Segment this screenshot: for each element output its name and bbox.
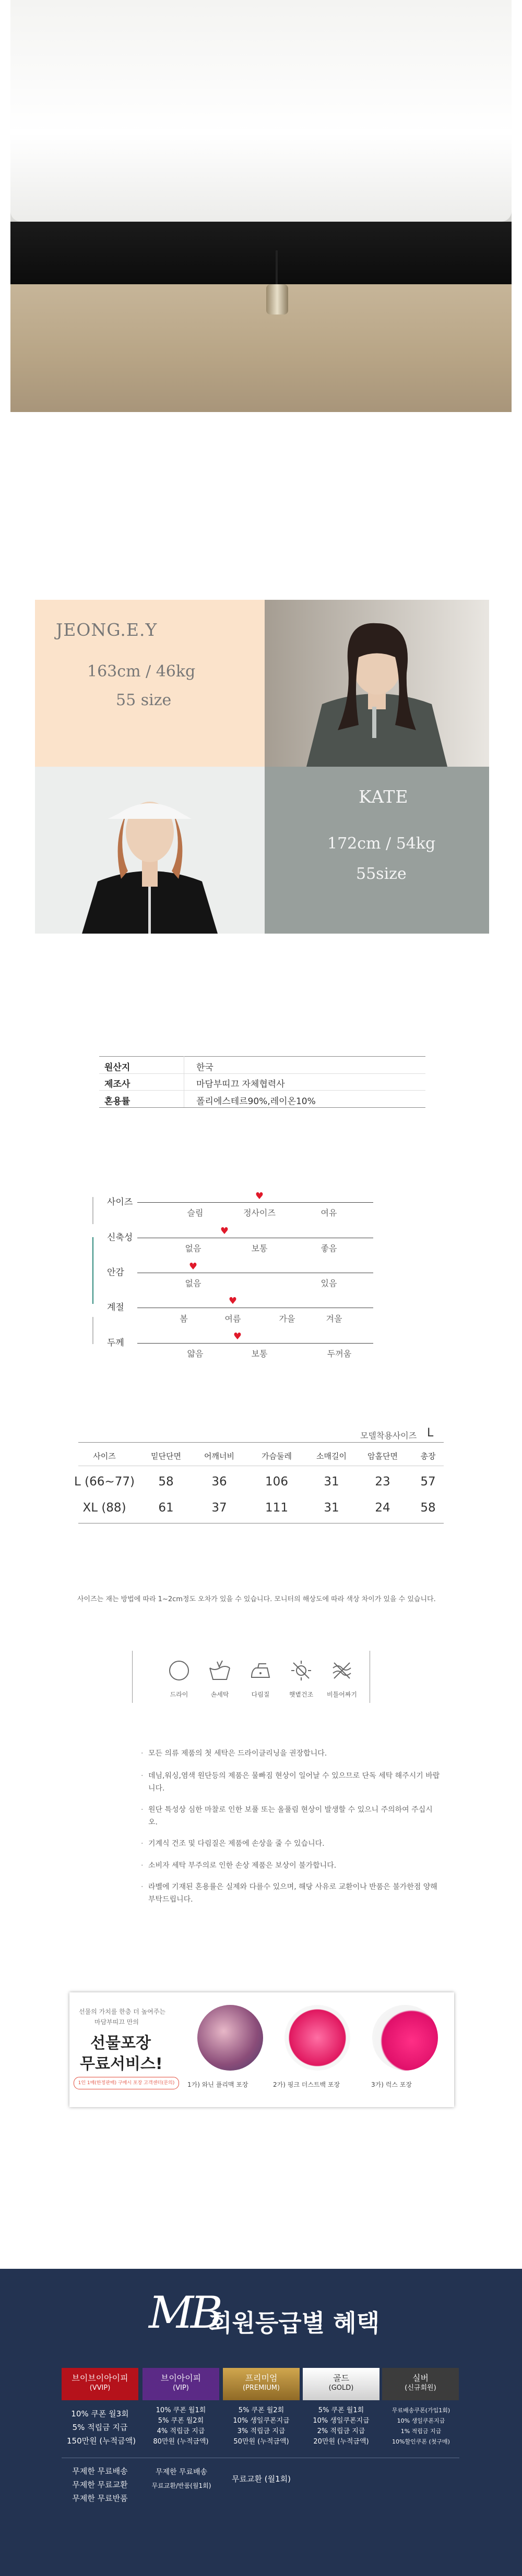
feel-selected-heart-icon: ♥ (220, 1226, 229, 1237)
shade-dry-icon (289, 1659, 313, 1683)
photo-hem-band (10, 222, 512, 284)
grade-name: 브이아이피 (160, 2373, 201, 2383)
photo-drawcord (276, 250, 278, 287)
model-1-name: JEONG.E.Y (56, 620, 158, 640)
benefit-line: 10%할인쿠폰 (첫구매) (392, 2438, 450, 2445)
size-cell: 57 (420, 1475, 436, 1489)
grade-sub: (PREMIUM) (242, 2384, 280, 2392)
size-cell: 31 (324, 1501, 339, 1515)
care-note: · 모든 의류 제품의 첫 세탁은 드라이클리닝을 권장합니다. (148, 1747, 441, 1760)
premium-benefits (226, 2405, 297, 2447)
benefit-line: 5% 쿠폰 월2회 (238, 2406, 284, 2414)
model-1-photo-illustration (265, 600, 489, 767)
grade-gold (303, 2368, 379, 2400)
feel-option: 겨울 (326, 1314, 342, 1324)
hand-wash-icon (208, 1659, 232, 1683)
vip-benefits (145, 2405, 217, 2447)
grade-sub: (VVIP) (89, 2384, 111, 2392)
care-note: · 원단 특성상 심한 마찰로 인한 보풀 또는 올풀림 현상이 발생할 수 있으니 주의하여 주십시오. (148, 1804, 441, 1829)
feel-option: 슬림 (187, 1208, 204, 1218)
brand-logo: MB (149, 2287, 220, 2338)
size-header: 어깨너비 (204, 1452, 234, 1461)
benefit-line: 무료배송쿠폰(가입1회) (392, 2407, 450, 2414)
no-bleach-icon (330, 1659, 354, 1683)
gift-option-2-label: 2가) 핑크 더스트백 포장 (273, 2081, 340, 2088)
gift-tag: 1인 1매(한정판매) 구매시 포장 고객센터(문의) (74, 2077, 179, 2089)
model-2-info-panel (265, 767, 489, 934)
photo-shirt (10, 0, 512, 222)
silver-benefits (383, 2405, 459, 2447)
grade-sub: (GOLD) (328, 2384, 354, 2392)
benefit-line: 5% 적립금 지급 (72, 2423, 128, 2432)
feel-option: 봄 (180, 1314, 188, 1324)
benefit-line: 150만원 (누적금액) (67, 2436, 136, 2446)
size-cell: L (66~77) (74, 1475, 135, 1489)
gift-wrap-banner (69, 1992, 454, 2107)
size-cell: 36 (211, 1475, 227, 1489)
gift-option-1-image (197, 2005, 263, 2071)
feel-option: 없음 (185, 1243, 201, 1253)
info-label-manufacturer: 제조사 (104, 1079, 130, 1090)
info-label-material: 혼용률 (104, 1096, 130, 1107)
care-label: 손세탁 (210, 1691, 229, 1698)
size-cell: XL (88) (82, 1501, 126, 1515)
benefit-line: 무제한 무료배송 (72, 2466, 128, 2476)
benefit-line: 무제한 무료반품 (72, 2494, 128, 2503)
feel-option: 좋음 (321, 1243, 337, 1253)
model-2-size: 55size (356, 865, 407, 883)
grade-name: 골드 (333, 2373, 349, 2383)
care-note: · 기계식 건조 및 다림질은 제품에 손상을 줄 수 있습니다. (148, 1837, 441, 1850)
feel-selected-heart-icon: ♥ (188, 1261, 198, 1272)
benefit-line: 5% 쿠폰 월1회 (318, 2406, 364, 2414)
premium-extra-benefits (226, 2472, 297, 2486)
model-2-photo (35, 767, 265, 934)
feel-scale-line (137, 1202, 373, 1203)
size-cell: 24 (375, 1501, 390, 1515)
feel-selected-heart-icon: ♥ (255, 1191, 264, 1202)
feel-bracket (92, 1237, 98, 1304)
vvip-extra-benefits (67, 2464, 133, 2505)
grade-vip (143, 2368, 219, 2400)
size-cell: 37 (211, 1501, 227, 1515)
vvip-benefits (67, 2407, 136, 2448)
care-note: · 데님,워싱,염색 원단등의 제품은 물빠짐 현상이 일어날 수 있으므로 단독 세탁 해주시기 바랍니다. (148, 1770, 441, 1795)
info-value-manufacturer: 마담부띠끄 자체협력사 (196, 1079, 285, 1090)
care-label: 드라이 (170, 1691, 188, 1698)
benefit-line: 50만원 (누적금액) (233, 2438, 289, 2446)
benefit-line: 10% 생일쿠폰지급 (313, 2417, 370, 2425)
info-table-divider (99, 1073, 425, 1074)
size-cell: 106 (265, 1475, 288, 1489)
feel-option: 여름 (224, 1314, 241, 1324)
grade-silver (382, 2368, 459, 2400)
benefit-line: 4% 적립금 지급 (157, 2427, 205, 2435)
feel-selected-heart-icon: ♥ (228, 1296, 238, 1307)
size-header: 사이즈 (93, 1452, 116, 1461)
feel-label-lining: 안감 (107, 1267, 124, 1278)
size-note: 사이즈는 재는 방법에 따라 1~2cm정도 오차가 있을 수 있습니다. 모니터의 해상도에 따라 색상 차이가 있을 수 있습니다. (77, 1595, 436, 1603)
gift-option-3-label: 3가) 럭스 포장 (371, 2081, 412, 2088)
feel-option: 정사이즈 (243, 1208, 276, 1218)
feel-option: 얇음 (187, 1349, 204, 1359)
product-detail-photo (10, 0, 512, 412)
gift-option-2-image (284, 2005, 350, 2071)
feel-label-elasticity: 신축성 (107, 1232, 133, 1243)
gift-title-line2: 무료서비스! (80, 2055, 163, 2073)
gift-intro-line2: 마담부띠끄 만의 (94, 2018, 139, 2026)
membership-title: 회원등급별 혜택 (209, 2309, 380, 2337)
care-note: · 소비자 세탁 부주의로 인한 손상 제품은 보상이 불가합니다. (148, 1859, 441, 1872)
feel-option: 있음 (321, 1278, 337, 1288)
feel-selected-heart-icon: ♥ (233, 1331, 242, 1342)
info-table-bottom-border (99, 1107, 425, 1108)
photo-cord-stopper (266, 284, 288, 315)
dry-clean-icon (167, 1659, 191, 1683)
vip-extra-benefits (144, 2465, 219, 2493)
benefit-line: 2% 적립금 지급 (317, 2427, 365, 2435)
care-label: 다림질 (251, 1691, 270, 1698)
size-cell: 58 (420, 1501, 436, 1515)
feel-option: 보통 (251, 1349, 268, 1359)
grade-premium (223, 2368, 300, 2400)
benefit-line: 10% 생일쿠폰지급 (233, 2417, 290, 2425)
model-1-height-weight: 163cm / 46kg (87, 662, 196, 681)
care-note: · 라벨에 기재된 혼용률은 실제와 다를수 있으며, 해당 사유로 교환이나 반품은 불가한점 양해부탁드립니다. (148, 1881, 441, 1906)
grade-sub: (VIP) (173, 2384, 189, 2392)
feel-option: 두꺼움 (327, 1349, 352, 1359)
care-label: 비틀어짜기 (327, 1691, 357, 1698)
benefit-line: 10% 생일쿠폰지급 (397, 2417, 445, 2424)
iron-icon (248, 1659, 272, 1683)
benefit-line: 10% 쿠폰 월1회 (156, 2406, 206, 2414)
feel-option: 보통 (251, 1243, 268, 1253)
benefit-line: 10% 쿠폰 월3회 (71, 2409, 129, 2418)
model-size-value: L (427, 1426, 434, 1440)
grade-name: 브이브이아이피 (72, 2373, 128, 2383)
model-1-info-panel (35, 600, 265, 767)
feel-option: 여유 (321, 1208, 337, 1218)
size-header: 소매길이 (316, 1452, 347, 1461)
benefit-line: 무료교환/반품(월1회) (151, 2482, 211, 2489)
size-cell: 23 (375, 1475, 390, 1489)
benefit-line: 무제한 무료배송 (155, 2468, 208, 2476)
size-header: 암홀단면 (367, 1452, 398, 1461)
gift-option-1-label: 1가) 와닌 플리맥 포장 (187, 2081, 248, 2088)
size-table-top-border (78, 1442, 444, 1443)
size-cell: 31 (324, 1475, 339, 1489)
grade-sub: (신규회원) (405, 2384, 436, 2392)
size-header: 가슴둘레 (262, 1452, 292, 1461)
info-value-material: 폴리에스테르90%,레이온10% (196, 1096, 316, 1107)
feel-label-season: 계절 (107, 1302, 124, 1313)
gift-option-3-image (372, 2005, 438, 2071)
size-cell: 61 (158, 1501, 174, 1515)
size-header: 밑단단면 (151, 1452, 181, 1461)
feel-scale-line (137, 1343, 373, 1344)
info-value-origin: 한국 (196, 1062, 213, 1073)
feel-label-size: 사이즈 (107, 1197, 133, 1207)
size-header: 총장 (420, 1452, 436, 1461)
benefit-line: 무료교환 (월1회) (232, 2474, 291, 2484)
gold-benefits (305, 2405, 377, 2447)
model-2-photo-illustration (35, 767, 265, 934)
benefit-line: 1% 적립금 지급 (400, 2428, 442, 2435)
model-1-photo (265, 600, 489, 767)
benefit-line: 무제한 무료교환 (72, 2480, 128, 2489)
benefit-line: 20만원 (누적금액) (313, 2438, 369, 2446)
grade-vvip (62, 2368, 138, 2400)
size-cell: 111 (265, 1501, 288, 1515)
feel-label-thickness: 두께 (107, 1338, 124, 1348)
care-divider (132, 1651, 133, 1703)
benefit-line: 3% 적립금 지급 (237, 2427, 286, 2435)
care-label: 햇볕건조 (289, 1691, 314, 1698)
photo-pants (10, 271, 512, 412)
size-cell: 58 (158, 1475, 174, 1489)
gift-title-line1: 선물포장 (90, 2034, 151, 2052)
grade-name: 프리미엄 (245, 2373, 278, 2383)
feel-bracket (92, 1317, 98, 1344)
feel-bracket (92, 1197, 98, 1224)
feel-option: 없음 (185, 1278, 201, 1288)
model-size-label: 모델착용사이즈 (360, 1431, 417, 1441)
info-label-origin: 원산지 (104, 1062, 130, 1073)
info-table-top-border (99, 1056, 425, 1057)
info-table-divider (99, 1090, 425, 1091)
model-1-size: 55 size (116, 691, 172, 709)
model-2-height-weight: 172cm / 54kg (327, 835, 436, 853)
feel-option: 가을 (279, 1314, 295, 1324)
model-2-name: KATE (359, 787, 409, 807)
benefit-line: 5% 쿠폰 월2회 (158, 2417, 204, 2425)
gift-intro-line1: 선물의 가치를 한층 더 높여주는 (79, 2008, 165, 2015)
benefit-line: 80만원 (누적금액) (153, 2438, 209, 2446)
grade-name: 실버 (412, 2373, 429, 2383)
